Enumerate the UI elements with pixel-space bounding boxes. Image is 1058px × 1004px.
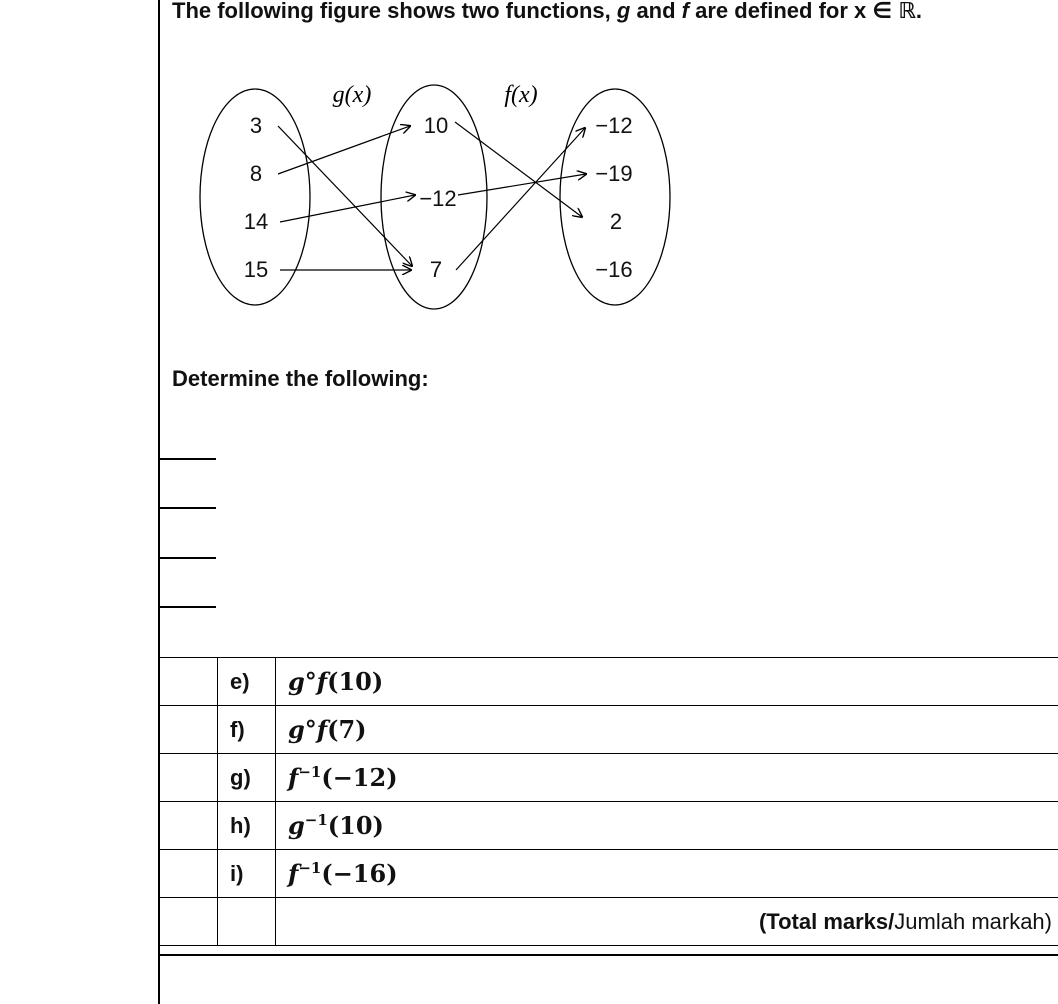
- table-row: [160, 850, 1058, 898]
- range-value: −16: [595, 257, 633, 282]
- table-row: [160, 802, 1058, 850]
- table-row: [160, 754, 1058, 802]
- bottom-rule: [160, 954, 1058, 956]
- mapping-arrow: [458, 174, 586, 195]
- answers-table: [160, 657, 1058, 946]
- middle-value: 10: [423, 113, 449, 138]
- table-stub-line: [160, 507, 216, 509]
- part-expression: g°f(7): [276, 706, 1058, 754]
- part-label: i): [218, 850, 276, 898]
- part-label: g): [218, 754, 276, 802]
- domain-value: 14: [243, 209, 269, 234]
- range-value: −19: [595, 161, 633, 186]
- question-intro: The following figure shows two functions, g and f are defined for x ∈ ℝ.: [172, 0, 922, 23]
- part-label: e): [218, 658, 276, 706]
- arrow-diagram: [0, 0, 1058, 340]
- part-label: h): [218, 802, 276, 850]
- domain-value: 8: [249, 161, 263, 186]
- range-value: −12: [595, 113, 633, 138]
- mapping-arrow: [278, 126, 410, 174]
- f-label: f(x): [504, 82, 538, 108]
- part-expression: $g^{-1}(10)$: [276, 802, 1058, 850]
- domain-value: 3: [249, 113, 263, 138]
- part-expression: g°f(10): [276, 658, 1058, 706]
- mapping-arrow: [278, 126, 412, 266]
- prompt: Determine the following:: [172, 366, 429, 391]
- range-value: 2: [609, 209, 623, 234]
- mapping-arrow: [456, 128, 585, 270]
- part-expression: $f^{-1}(-16)$: [276, 850, 1058, 898]
- part-expression: $f^{-1}(-12)$: [276, 754, 1058, 802]
- middle-value: 7: [429, 257, 443, 282]
- middle-value: −12: [419, 186, 457, 211]
- table-row: [160, 706, 1058, 754]
- table-stub-line: [160, 458, 216, 460]
- part-label: f): [218, 706, 276, 754]
- table-stub-line: [160, 606, 216, 608]
- domain-value: 15: [243, 257, 269, 282]
- mapping-arrow: [455, 122, 582, 217]
- total-marks: (Total marks/Jumlah markah): [276, 898, 1058, 946]
- g-label: g(x): [332, 82, 372, 108]
- table-row: [160, 658, 1058, 706]
- table-stub-line: [160, 557, 216, 559]
- table-row: [160, 898, 1058, 946]
